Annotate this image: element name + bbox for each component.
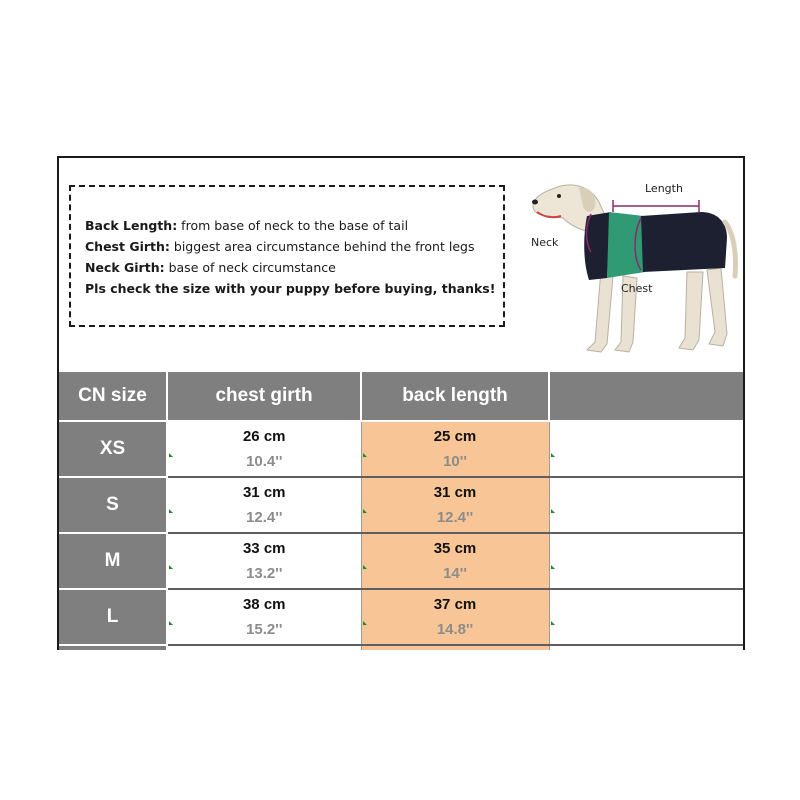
- chest-cm-value: 33 cm: [242, 540, 286, 557]
- back-length-cell: [361, 477, 549, 533]
- header-empty: [549, 372, 745, 421]
- header-size: CN size: [59, 372, 167, 421]
- back-cm-value: 31 cm: [433, 484, 477, 501]
- table-row-partial: [59, 645, 745, 650]
- header-back-length: back length: [361, 372, 549, 421]
- empty-cell: [549, 533, 745, 589]
- instruction-check-note: Pls check the size with your puppy before buying, thanks!: [85, 281, 496, 296]
- chest-cm-value: 38 cm: [242, 596, 286, 613]
- neck-label: Neck: [531, 236, 559, 249]
- size-cell: M: [59, 533, 167, 589]
- back-length-cell: [361, 421, 549, 477]
- empty-cell: [549, 589, 745, 645]
- size-cell: [59, 645, 167, 650]
- back-inch-value: 12.4'': [436, 509, 474, 526]
- size-cell: XS: [59, 421, 167, 477]
- dog-measurement-illustration: [529, 172, 743, 356]
- back-length-cell: [361, 533, 549, 589]
- chest-girth-cell: [167, 645, 361, 650]
- back-length-cell: [361, 645, 549, 650]
- size-chart: [57, 156, 745, 650]
- size-table: [59, 372, 745, 650]
- size-cell: L: [59, 589, 167, 645]
- table-header-row: [59, 372, 745, 421]
- back-cm-value: 37 cm: [433, 596, 477, 613]
- chest-girth-cell: [167, 533, 361, 589]
- chest-inch-value: 13.2'': [246, 565, 283, 582]
- chest-girth-cell: [167, 421, 361, 477]
- table-row: [59, 589, 745, 645]
- table-row: [59, 533, 745, 589]
- chest-label: Chest: [621, 282, 653, 295]
- empty-cell: [549, 477, 745, 533]
- chest-girth-cell: [167, 477, 361, 533]
- back-length-cell: [361, 589, 549, 645]
- dog-in-coat-image: [529, 172, 743, 356]
- back-inch-value: 14'': [443, 565, 467, 582]
- length-label: Length: [645, 182, 683, 195]
- chest-inch-value: 12.4'': [246, 509, 283, 526]
- measurement-instructions-box: [69, 185, 505, 327]
- table-row: [59, 477, 745, 533]
- chest-cm-value: 31 cm: [242, 484, 286, 501]
- instruction-chest-girth: Chest Girth: biggest area circumstance behind the front legs: [85, 239, 475, 254]
- back-cm-value: 25 cm: [433, 428, 477, 445]
- chest-cm-value: 26 cm: [242, 428, 286, 445]
- back-inch-value: 14.8'': [436, 621, 474, 638]
- empty-cell: [549, 645, 745, 650]
- chest-inch-value: 15.2'': [246, 621, 283, 638]
- instruction-back-length: Back Length: from base of neck to the base of tail: [85, 218, 409, 233]
- chest-inch-value: 10.4'': [246, 453, 283, 470]
- back-inch-value: 10'': [443, 453, 467, 470]
- instruction-neck-girth: Neck Girth: base of neck circumstance: [85, 260, 336, 275]
- chest-girth-cell: [167, 589, 361, 645]
- size-cell: S: [59, 477, 167, 533]
- back-cm-value: 35 cm: [433, 540, 477, 557]
- empty-cell: [549, 421, 745, 477]
- header-chest-girth: chest girth: [167, 372, 361, 421]
- table-row: [59, 421, 745, 477]
